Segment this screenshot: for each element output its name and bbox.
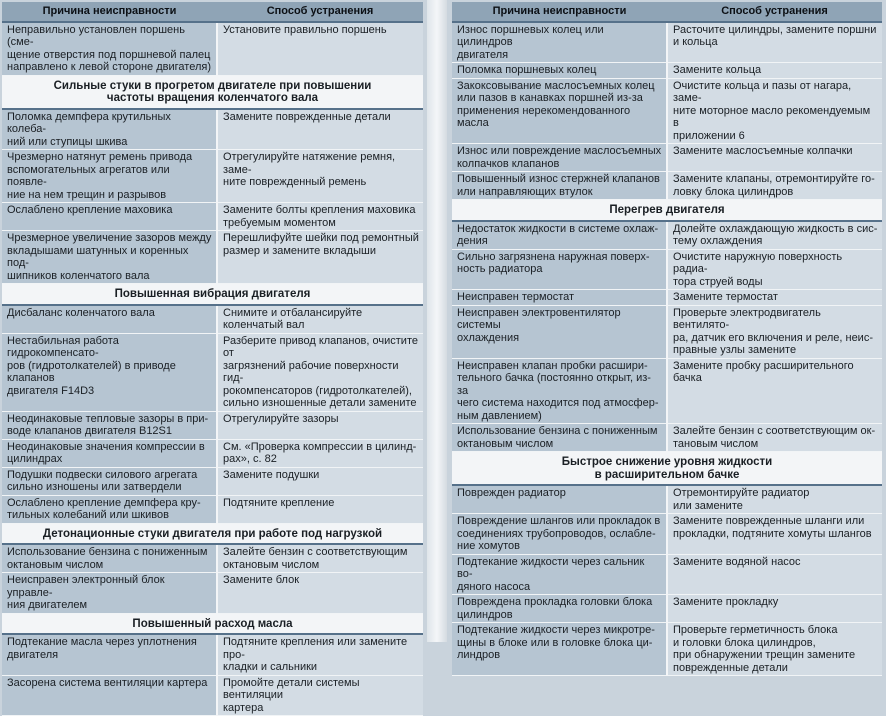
fix-cell	[217, 411, 423, 439]
cause-cell	[2, 411, 217, 439]
cause-column-header: Причина неисправности	[2, 2, 217, 22]
cause-text: Недостаток жидкости в системе охлаж- дения	[457, 222, 659, 247]
section-heading	[2, 284, 423, 305]
cause-cell	[2, 495, 217, 523]
cause-text: Ослаблено крепление маховика	[7, 204, 173, 216]
cause-cell	[452, 63, 667, 79]
cause-text: Неодинаковые значения компрессии в цилиндрах	[7, 440, 205, 465]
fix-cell	[667, 623, 882, 676]
section-heading	[2, 523, 423, 544]
table-row	[2, 411, 423, 439]
cause-cell	[452, 554, 667, 595]
table-row	[2, 467, 423, 495]
section-heading-text: Повышенная вибрация двигателя	[114, 288, 311, 300]
cause-text: Чрезмерно натянут ремень привода вспомогательных агрегатов или появле- ние на нем трещин и разрывов	[7, 151, 193, 201]
table-row	[2, 305, 423, 334]
table-header	[452, 2, 882, 22]
cause-cell	[2, 544, 217, 573]
cause-cell	[2, 675, 217, 716]
fix-cell	[667, 554, 882, 595]
fix-text: Замените поврежденные детали	[223, 110, 391, 123]
table-row	[452, 249, 882, 290]
fix-cell	[217, 439, 423, 467]
cause-cell	[452, 305, 667, 358]
fix-cell	[667, 424, 882, 452]
fix-cell	[217, 150, 423, 203]
fix-cell	[217, 305, 423, 334]
fix-text: Проверьте герметичность блока и головки блока цилиндров, при обнаружении трещин замените поврежденные детали	[673, 624, 856, 674]
cause-text: Нестабильная работа гидрокомпенсато- ров (гидротолкателей) в приводе клапанов двигателя F14D3	[7, 334, 176, 397]
cause-text: Подтекание масла через уплотнения двигателя	[7, 636, 197, 661]
cause-cell	[452, 249, 667, 290]
fix-text: Очистите наружную поверхность радиа- тора струей воды	[673, 250, 843, 288]
section-heading-text: Быстрое снижение уровня жидкости в расширительном бачке	[561, 456, 773, 481]
table-row	[2, 573, 423, 614]
cause-text: Неисправен электровентилятор системы охлаждения	[457, 306, 621, 344]
table-row	[2, 439, 423, 467]
table-row	[2, 203, 423, 231]
table-row	[2, 675, 423, 716]
cause-cell	[2, 305, 217, 334]
cause-text: Поломка демпфера крутильных колеба- ний или ступицы шкива	[7, 110, 171, 148]
fix-cell	[217, 467, 423, 495]
fix-cell	[667, 63, 882, 79]
cause-cell	[2, 231, 217, 284]
cause-text: Дисбаланс коленчатого вала	[7, 306, 155, 319]
section-heading-row	[2, 75, 423, 109]
fix-cell	[667, 290, 882, 306]
fix-text: Подтяните крепления или замените про- кладки и сальники	[223, 636, 408, 673]
table-row	[452, 22, 882, 63]
table-row	[2, 495, 423, 523]
fix-text: Замените прокладку	[673, 596, 779, 608]
section-heading	[2, 75, 423, 109]
fix-text: Замените пробку расширительного бачка	[673, 359, 854, 384]
table-row	[2, 634, 423, 675]
cause-text: Подушки подвески силового агрегата сильно изношены или затвердели	[7, 468, 198, 493]
table-row	[2, 109, 423, 150]
fix-text: Проверьте электродвигатель вентилято- ра, датчик его включения и реле, неис- правные узлы замените	[673, 306, 873, 356]
fix-cell	[217, 544, 423, 573]
cause-cell	[452, 22, 667, 63]
table-header	[2, 2, 423, 22]
section-heading-row	[2, 284, 423, 305]
fix-text: Замените кольца	[673, 64, 762, 76]
fix-cell	[667, 78, 882, 144]
cause-cell	[2, 22, 217, 76]
section-heading-text: Перегрев двигателя	[609, 204, 725, 216]
fix-text: Снимите и отбалансируйте коленчатый вал	[223, 306, 363, 331]
fix-cell	[667, 144, 882, 172]
cause-cell	[2, 573, 217, 614]
right-column	[452, 2, 882, 676]
cause-text: Износ или повреждение маслосъемных колпачков клапанов	[457, 145, 662, 170]
cause-text: Засорена система вентиляции картера	[7, 676, 208, 689]
fix-text: Долейте охлаждающую жидкость в сис- тему охлаждения	[673, 222, 878, 247]
fix-cell	[667, 249, 882, 290]
fix-text: Разберите привод клапанов, очистите от загрязнений рабочие поверхности гид- рокомпенсаторов (гидротолкателей), сильно изношенные детали замените	[223, 334, 418, 409]
cause-cell	[452, 172, 667, 200]
cause-cell	[452, 290, 667, 306]
fix-column-header: Способ устранения	[667, 2, 882, 22]
fix-cell	[667, 485, 882, 514]
fix-text: Отрегулируйте натяжение ремня, заме- ните поврежденный ремень	[223, 151, 396, 188]
section-heading-text: Повышенный расход масла	[132, 617, 293, 630]
cause-text: Поломка поршневых колец	[457, 64, 597, 76]
fix-cell	[217, 203, 423, 231]
fix-cell	[667, 221, 882, 250]
table-row	[2, 333, 423, 411]
cause-cell	[2, 203, 217, 231]
cause-text: Сильно загрязнена наружная поверх- ность радиатора	[457, 250, 650, 275]
cause-cell	[452, 358, 667, 424]
fix-column-header: Способ устранения	[217, 2, 423, 22]
fix-text: Замените блок	[223, 574, 300, 586]
fix-text: Замените водяной насос	[673, 555, 801, 568]
table-row	[452, 290, 882, 306]
fix-text: Залейте бензин с соответствующим ок- тановым числом	[673, 425, 876, 450]
cause-text: Неисправен термостат	[457, 291, 575, 303]
cause-cell	[452, 514, 667, 555]
section-heading-row	[452, 200, 882, 221]
cause-cell	[2, 150, 217, 203]
table-row	[2, 150, 423, 203]
fix-cell	[217, 634, 423, 675]
cause-text: Чрезмерное увеличение зазоров между вкладышами шатунных и коренных под- шипников коленчатого вала	[7, 232, 212, 282]
fix-text: Перешлифуйте шейки под ремонтный размер и замените вкладыши	[223, 232, 419, 257]
fix-text: Замените болты крепления маховика требуемым моментом	[223, 204, 416, 229]
section-heading-row	[452, 452, 882, 486]
cause-text: Поврежден радиатор	[457, 487, 566, 499]
fix-cell	[217, 495, 423, 523]
table-row	[452, 514, 882, 555]
table-row	[2, 231, 423, 284]
cause-column-header: Причина неисправности	[452, 2, 667, 22]
fix-cell	[217, 573, 423, 614]
fix-cell	[217, 22, 423, 76]
cause-cell	[452, 221, 667, 250]
fix-cell	[667, 514, 882, 555]
table-row	[452, 595, 882, 623]
fix-text: Замените маслосъемные колпачки	[673, 145, 853, 157]
fix-text: Отремонтируйте радиатор или замените	[673, 487, 810, 512]
fix-cell	[217, 231, 423, 284]
left-troubleshooting-table	[2, 2, 423, 716]
cause-text: Неисправен электронный блок управле- ния двигателем	[7, 574, 165, 611]
cause-cell	[452, 485, 667, 514]
fix-text: Замените клапаны, отремонтируйте го- ловку блока цилиндров	[673, 173, 875, 198]
table-row	[452, 63, 882, 79]
cause-cell	[2, 333, 217, 411]
cause-cell	[2, 439, 217, 467]
table-row	[452, 485, 882, 514]
cause-cell	[452, 424, 667, 452]
table-row	[452, 623, 882, 676]
cause-cell	[452, 595, 667, 623]
cause-text: Износ поршневых колец или цилиндров двигателя	[457, 23, 604, 61]
left-table-body	[2, 22, 423, 716]
cause-text: Повреждение шлангов или прокладок в соединениях трубопроводов, ослабле- ние хомутов	[457, 515, 661, 552]
fix-text: Замените поврежденные шланги или прокладки, подтяните хомуты шлангов	[673, 515, 872, 540]
fix-cell	[667, 358, 882, 424]
cause-cell	[2, 467, 217, 495]
table-row	[452, 172, 882, 200]
right-troubleshooting-table	[452, 2, 882, 676]
page-gutter	[427, 0, 447, 642]
cause-text: Повреждена прокладка головки блока цилиндров	[457, 596, 653, 621]
fix-text: Залейте бензин с соответствующим октановым числом	[223, 546, 408, 571]
fix-text: Отрегулируйте зазоры	[223, 412, 339, 425]
section-heading	[2, 613, 423, 634]
fix-cell	[217, 333, 423, 411]
table-row	[2, 22, 423, 76]
fix-text: Замените подушки	[223, 468, 320, 481]
cause-text: Неисправен клапан пробки расшири- тельного бачка (постоянно открыт, из-за чего система находится под атмосфер- ным давлением)	[457, 359, 659, 422]
table-row	[452, 305, 882, 358]
table-row	[452, 424, 882, 452]
cause-text: Ослаблено крепление демпфера кру- тильных колебаний или шкивов	[7, 496, 201, 521]
left-column	[2, 2, 423, 716]
cause-text: Использование бензина с пониженным октановым числом	[7, 546, 208, 571]
section-heading-row	[2, 523, 423, 544]
fix-text: Очистите кольца и пазы от нагара, заме- ните моторное масло рекомендуемым в приложении 6	[673, 79, 871, 142]
section-heading	[452, 452, 882, 486]
cause-cell	[2, 109, 217, 150]
cause-text: Подтекание жидкости через микротре- щины в блоке или в головке блока ци- линдров	[457, 624, 655, 661]
cause-cell	[452, 144, 667, 172]
table-row	[452, 554, 882, 595]
cause-text: Закоксовывание маслосъемных колец или пазов в канавках поршней из-за применения нерекомендованного масла	[457, 79, 655, 129]
cause-text: Подтекание жидкости через сальник во- дяного насоса	[457, 555, 645, 593]
table-row	[452, 221, 882, 250]
cause-cell	[452, 78, 667, 144]
fix-cell	[667, 305, 882, 358]
cause-text: Неодинаковые тепловые зазоры в при- воде клапанов двигателя B12S1	[7, 412, 209, 437]
cause-cell	[452, 623, 667, 676]
fix-text: Промойте детали системы вентиляции картера	[223, 676, 360, 714]
section-heading-row	[2, 613, 423, 634]
fix-cell	[217, 109, 423, 150]
fix-cell	[667, 595, 882, 623]
table-row	[452, 78, 882, 144]
fix-cell	[217, 675, 423, 716]
fix-text: Расточите цилиндры, замените поршни и кольца	[673, 23, 877, 48]
section-heading	[452, 200, 882, 221]
cause-text: Неправильно установлен поршень (сме- щение отверстия под поршневой палец направлено к левой стороне двигателя)	[7, 23, 211, 73]
fix-text: Подтяните крепление	[223, 496, 335, 509]
table-row	[2, 544, 423, 573]
fix-text: Установите правильно поршень	[223, 23, 387, 36]
fix-cell	[667, 172, 882, 200]
cause-text: Повышенный износ стержней клапанов или направляющих втулок	[457, 173, 660, 198]
fix-text: Замените термостат	[673, 291, 778, 303]
fix-text: См. «Проверка компрессии в цилинд- рах», с. 82	[223, 440, 417, 465]
right-table-body	[452, 22, 882, 676]
table-row	[452, 358, 882, 424]
section-heading-text: Детонационные стуки двигателя при работе под нагрузкой	[42, 527, 383, 540]
cause-text: Использование бензина с пониженным октановым числом	[457, 425, 658, 450]
fix-cell	[667, 22, 882, 63]
table-row	[452, 144, 882, 172]
cause-cell	[2, 634, 217, 675]
section-heading-text: Сильные стуки в прогретом двигателе при повышении частоты вращения коленчатого вала	[53, 79, 372, 104]
